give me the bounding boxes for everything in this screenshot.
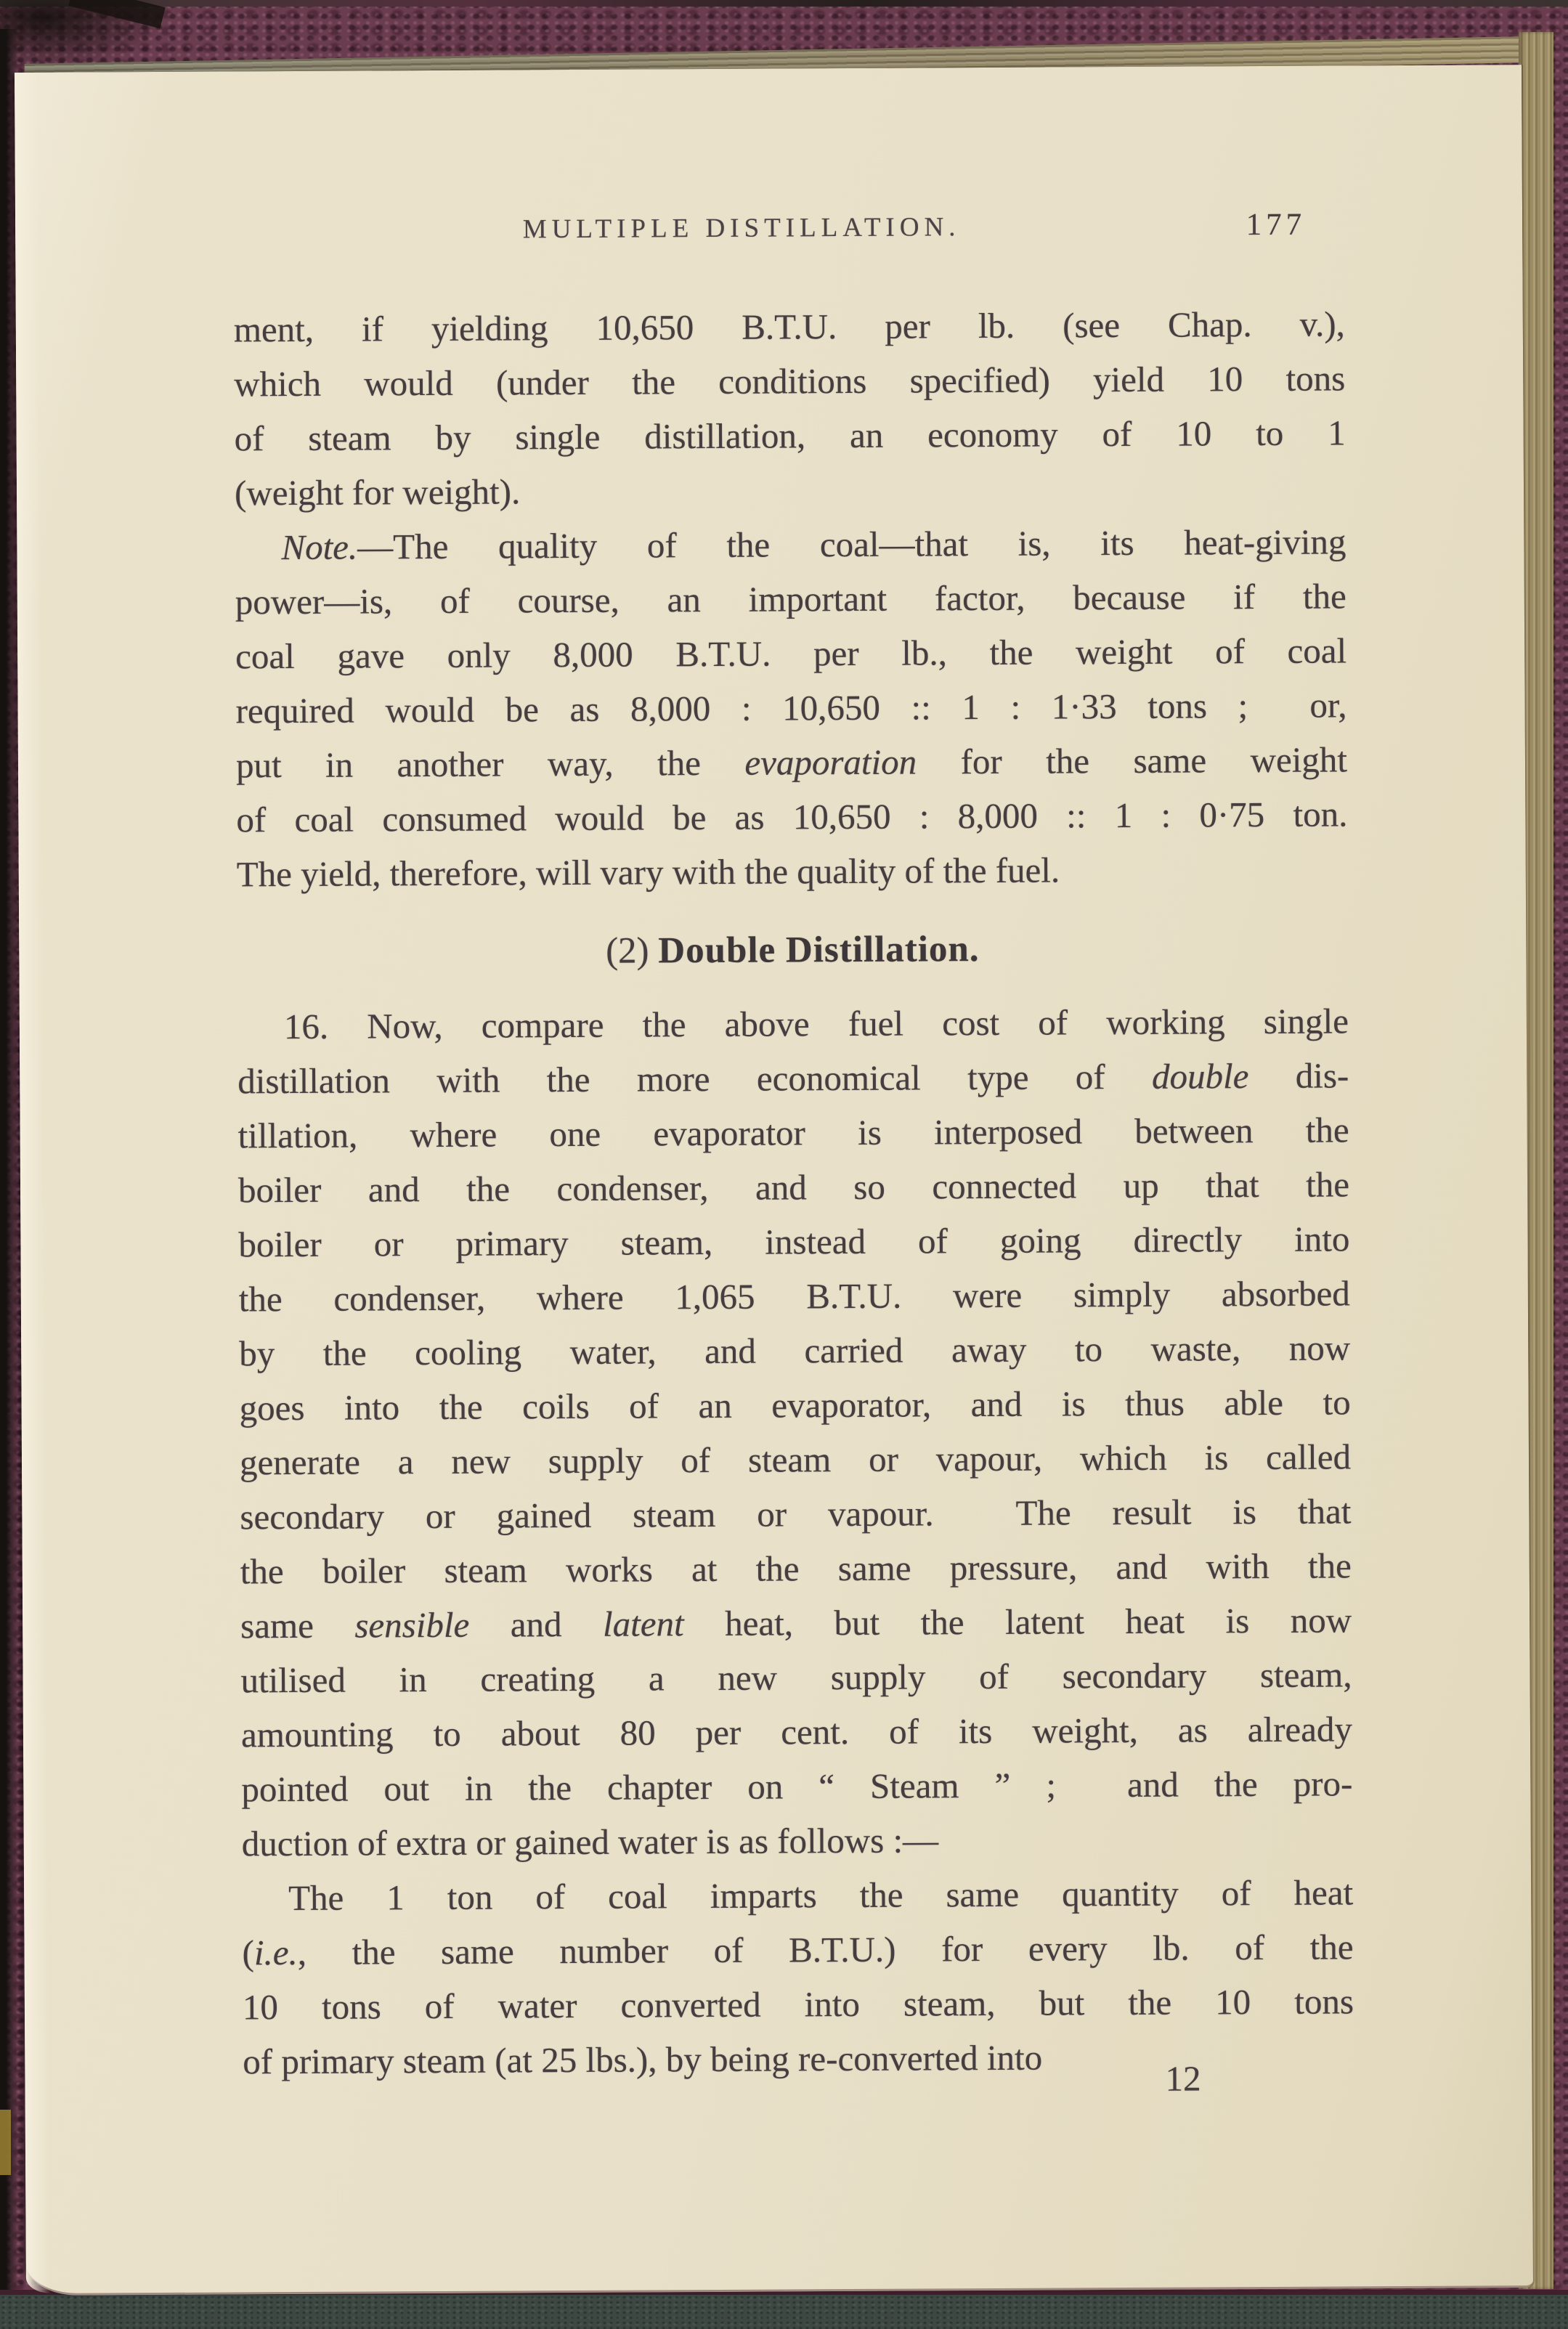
text-line: of steam by single distillation, an economy of 10 to 1 <box>234 412 1346 459</box>
text-line: the boiler steam works at the same pressure, and with the <box>240 1545 1352 1592</box>
text-line: of primary steam (at 25 lbs.), by being re-converted into <box>243 2037 1043 2082</box>
text-line: duction of extra or gained water is as follows :— <box>241 1820 939 1864</box>
text-line: (i.e., the same number of B.T.U.) for every lb. of the <box>242 1927 1354 1973</box>
binding-gutter-shadow <box>0 29 17 2329</box>
text-line: tillation, where one evaporator is interposed between the <box>237 1110 1349 1156</box>
text-line: utilised in creating a new supply of secondary steam, <box>240 1654 1352 1701</box>
running-head-title: MULTIPLE DISTILLATION. <box>522 212 961 245</box>
text-line: ment, if yielding 10,650 B.T.U. per lb. (see Chap. v.), <box>233 304 1345 350</box>
text-line: The 1 ton of coal imparts the same quantity of heat <box>288 1872 1354 1919</box>
text-block <box>234 296 1354 2089</box>
text-line: by the cooling water, and carried away to waste, now <box>239 1328 1351 1374</box>
text-line: 10 tons of water converted into steam, but the 10 tons <box>242 1981 1354 2028</box>
text-line: amounting to about 80 per cent. of its weight, as already <box>240 1709 1353 1755</box>
text-line: required would be as 8,000 : 10,650 :: 1 : 1·33 tons ; or, <box>235 685 1347 731</box>
text-line: secondary or gained steam or vapour. The result is that <box>240 1491 1352 1537</box>
paragraph <box>234 296 1346 520</box>
paragraph <box>235 514 1348 901</box>
text-line: coal gave only 8,000 B.T.U. per lb., the weight of coal <box>235 630 1347 677</box>
text-line: boiler or primary steam, instead of going directly into <box>238 1219 1350 1265</box>
signature-mark: 12 <box>1165 2058 1201 2099</box>
text-line: which would (under the conditions specified) yield 10 tons <box>234 358 1346 405</box>
text-line: of coal consumed would be as 10,650 : 8,000 :: 1 : 0·75 ton. <box>236 794 1348 840</box>
text-line: (weight for weight). <box>234 471 521 513</box>
scan-top-shadow <box>0 0 1568 7</box>
text-line: Note.—The quality of the coal—that is, its heat-giving <box>281 521 1346 568</box>
text-line: distillation with the more economical type of double dis- <box>237 1055 1349 1102</box>
binding-wear-mark <box>0 2110 11 2175</box>
text-line: The yield, therefore, will vary with the quality of the fuel. <box>236 850 1060 895</box>
text-line: the condenser, where 1,065 B.T.U. were simply absorbed <box>238 1273 1350 1320</box>
running-head <box>15 208 1522 267</box>
page-number: 177 <box>1246 207 1307 243</box>
page <box>15 65 1533 2296</box>
text-line: boiler and the condenser, and so connected up that the <box>237 1164 1350 1211</box>
section-heading <box>237 920 1348 980</box>
text-line: pointed out in the chapter on “ Steam ” ; and the pro- <box>241 1763 1353 1810</box>
text-line: generate a new supply of steam or vapour, which is called <box>239 1436 1352 1483</box>
text-line: same sensible and latent heat, but the latent heat is now <box>240 1600 1352 1646</box>
paragraph <box>237 993 1353 1871</box>
text-line: 16. Now, compare the above fuel cost of working single <box>283 1001 1349 1047</box>
text-line: put in another way, the evaporation for the same weight <box>235 739 1348 786</box>
text-line: power—is, of course, an important factor, because if the <box>235 576 1346 622</box>
paragraph <box>242 1865 1354 2089</box>
text-line: goes into the coils of an evaporator, and is thus able to <box>239 1382 1351 1428</box>
text-line: (2) Double Distillation. <box>605 929 980 972</box>
scan-background-strip <box>0 2290 1568 2329</box>
